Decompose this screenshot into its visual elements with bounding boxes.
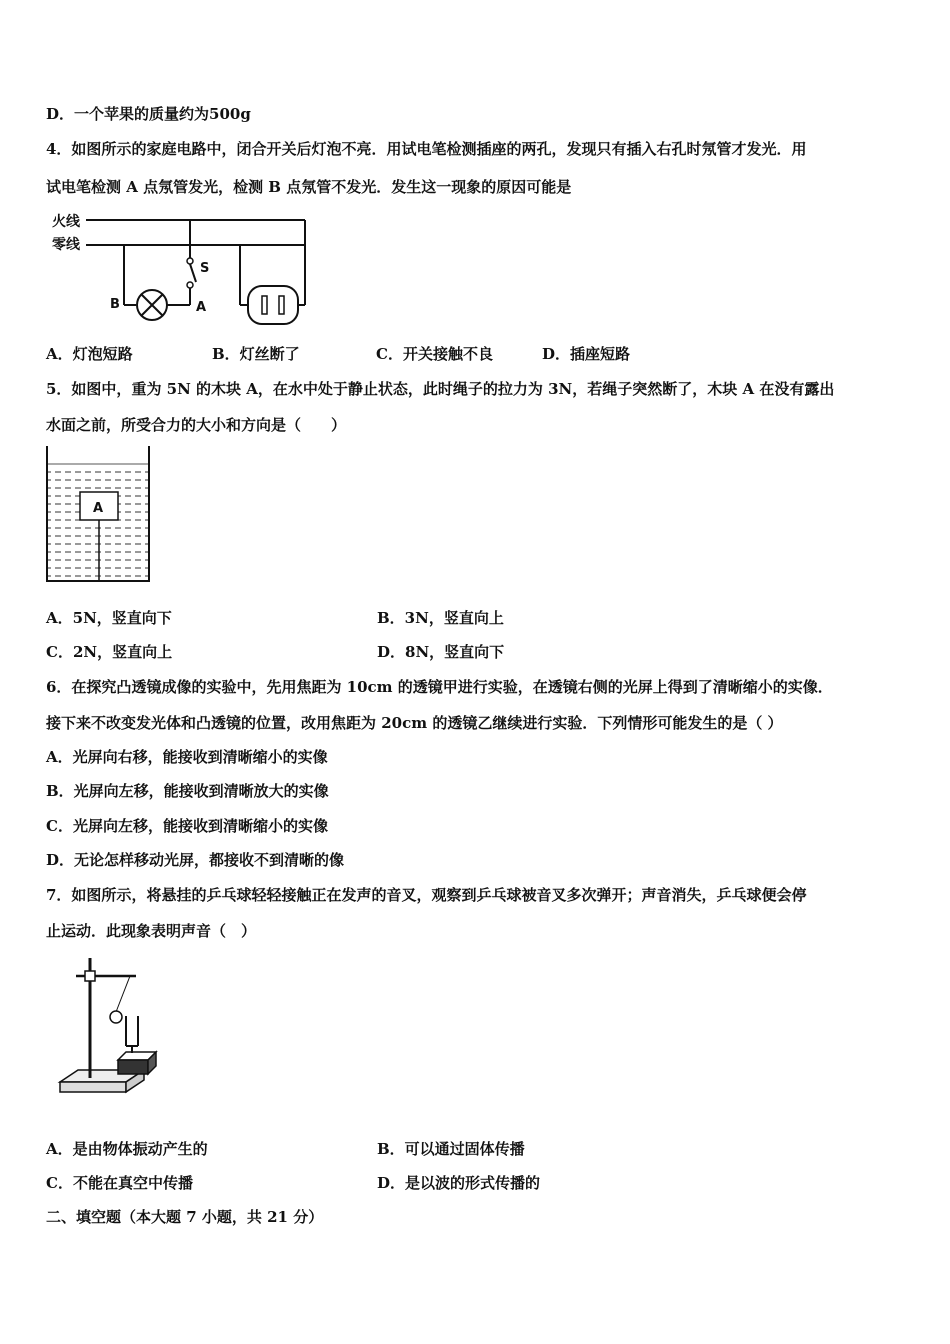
q6-stem-line2: 接下来不改变发光体和凸透镜的位置，改用焦距为 20cm 的透镜乙继续进行实验．下列情形可能发生的是（ ）: [46, 714, 783, 732]
q7-option-a: A．是由物体振动产生的: [46, 1140, 208, 1158]
q5-option-d: D．8N，竖直向下: [377, 643, 505, 661]
q7-option-b: B．可以通过固体传播: [377, 1140, 525, 1158]
q5-stem-line2: 水面之前，所受合力的大小和方向是（ ）: [46, 416, 347, 434]
q7-stem-line2: 止运动．此现象表明声音（ ）: [46, 922, 257, 940]
point-b-label: B: [110, 297, 120, 312]
neutral-wire-label: 零线: [52, 237, 80, 253]
section-2-heading: 二、填空题（本大题 7 小题，共 21 分）: [46, 1208, 324, 1226]
thread: [116, 976, 130, 1012]
q4-stem-line2: 试电笔检测 A 点氖管发光，检测 B 点氖管不发光．发生这一现象的原因可能是: [46, 178, 572, 196]
q5-stem-line1: 5．如图中，重为 5N 的木块 A，在水中处于静止状态，此时绳子的拉力为 3N，若绳子突然断了，木块 A 在没有露出: [46, 380, 835, 398]
q4-option-a: A．灯泡短路: [46, 345, 133, 363]
q4-stem-line1: 4．如图所示的家庭电路中，闭合开关后灯泡不亮．用试电笔检测插座的两孔，发现只有插入右孔时氖管才发光．用: [46, 140, 807, 158]
q5-option-c: C．2N，竖直向上: [46, 643, 173, 661]
q5-option-b: B．3N，竖直向上: [377, 609, 504, 627]
q7-tuning-fork-apparatus: [56, 950, 166, 1105]
q6-option-b: B．光屏向左移，能接收到清晰放大的实像: [46, 782, 329, 800]
q4-option-b: B．灯丝断了: [212, 345, 300, 363]
q6-option-c: C．光屏向左移，能接收到清晰缩小的实像: [46, 817, 328, 835]
q7-stem-line1: 7．如图所示，将悬挂的乒乓球轻轻接触正在发声的音叉，观察到乒乓球被音叉多次弹开；声音消失，乒乓球便会停: [46, 886, 807, 904]
ping-pong-ball: [110, 1011, 122, 1023]
q6-option-d: D．无论怎样移动光屏，都接收不到清晰的像: [46, 851, 345, 869]
point-a-label: A: [196, 300, 207, 315]
socket: [248, 286, 298, 324]
switch-label: S: [200, 261, 210, 276]
block-label: A: [93, 501, 104, 516]
q4-option-d: D．插座短路: [542, 345, 631, 363]
q4-option-c: C．开关接触不良: [376, 345, 493, 363]
q5-option-a: A．5N，竖直向下: [46, 609, 172, 627]
water: [48, 468, 148, 580]
q5-water-tank-diagram: [44, 444, 154, 584]
q6-option-a: A．光屏向右移，能接收到清晰缩小的实像: [46, 748, 328, 766]
prev-option-d: D．一个苹果的质量约为500g: [46, 105, 251, 123]
q6-stem-line1: 6．在探究凸透镜成像的实验中，先用焦距为 10cm 的透镜甲进行实验，在透镜右侧的光屏上得到了清晰缩小的实像．: [46, 678, 833, 696]
switch: [190, 264, 196, 282]
q4-circuit-diagram: [48, 208, 313, 330]
q7-option-c: C．不能在真空中传播: [46, 1174, 193, 1192]
live-wire-label: 火线: [52, 214, 80, 230]
q7-option-d: D．是以波的形式传播的: [377, 1174, 541, 1192]
